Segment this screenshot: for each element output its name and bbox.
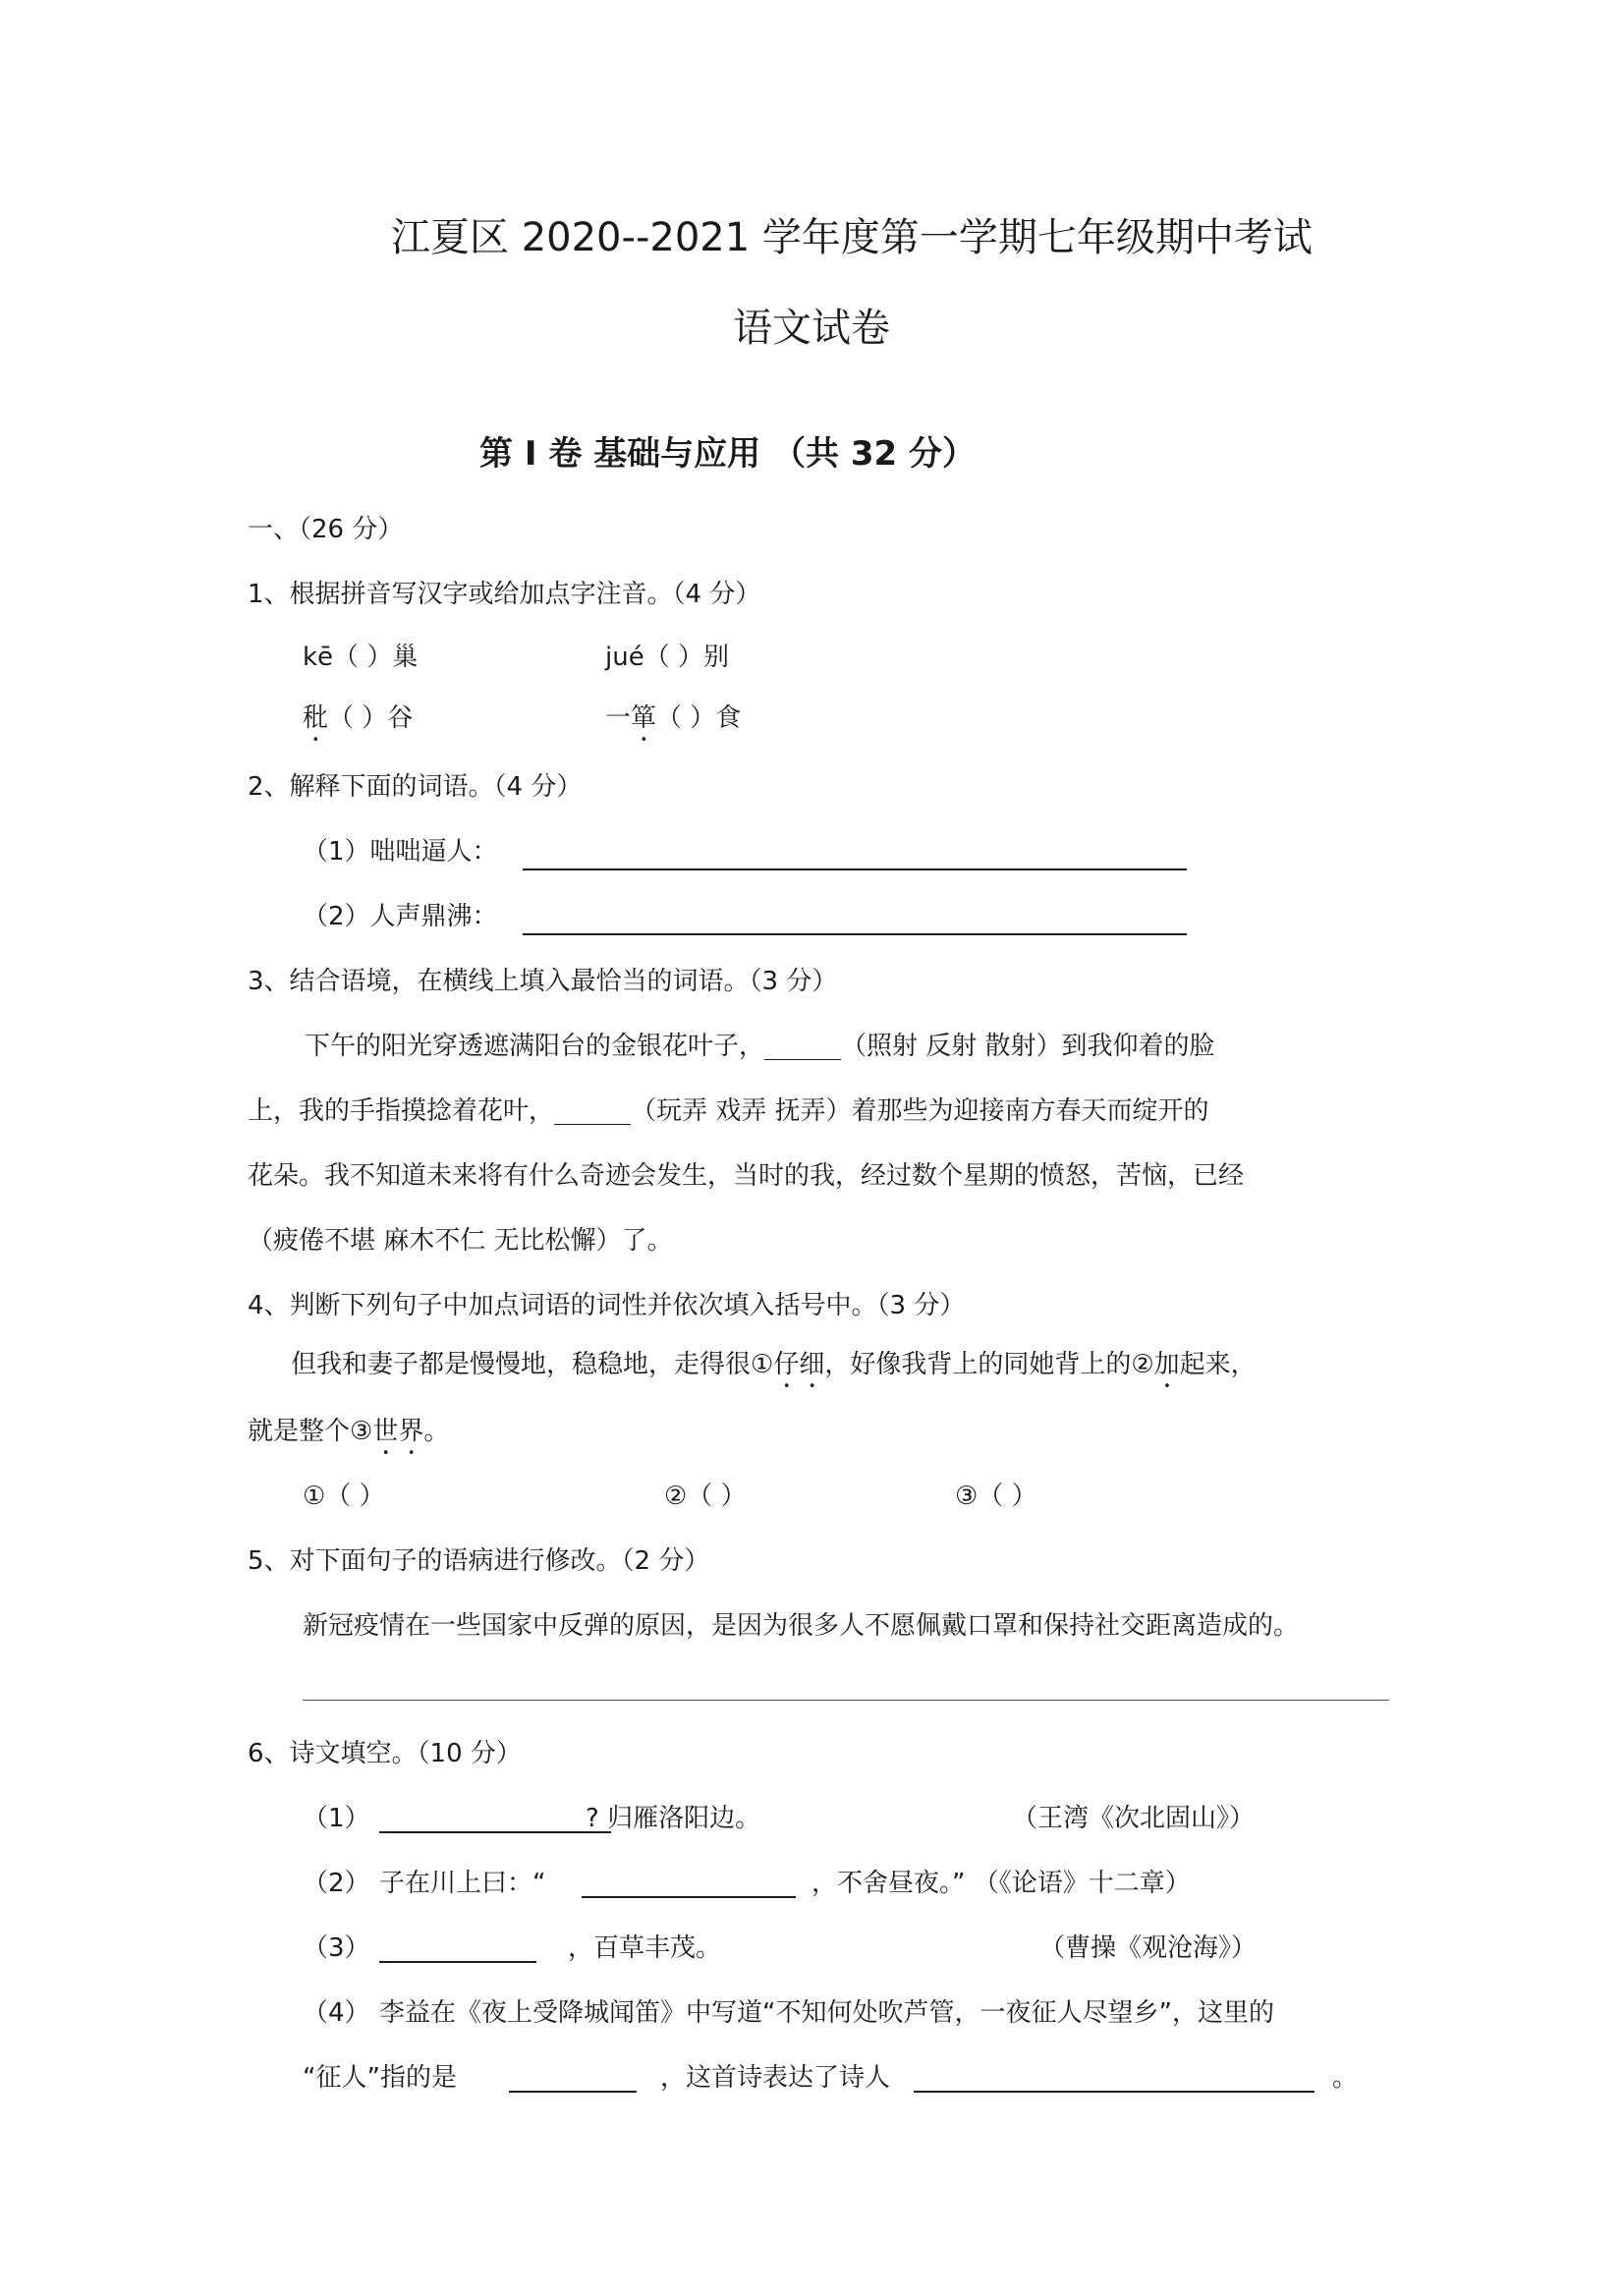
q1-answer-1: kē（ ）巢 xyxy=(303,643,419,672)
q4-blank-1[interactable]: ①（ ） xyxy=(303,1482,385,1511)
q6-item-2-pre: 子在川上曰：“ xyxy=(379,1869,546,1898)
q6-item-2-blank[interactable] xyxy=(582,1896,796,1898)
q1-dotted-char-1: 秕 xyxy=(303,703,329,733)
q2-prompt: 2、解释下面的词语。（4 分） xyxy=(248,772,583,802)
q4-dotted-word-2: 加 xyxy=(1153,1350,1180,1379)
q6-item-3-text: ，百草丰茂。 xyxy=(568,1933,722,1963)
q4-sentence-line-1 xyxy=(291,1348,1257,1394)
q1-answer-3 xyxy=(303,701,413,748)
q6-item-4-line2-pre: “征人”指的是 xyxy=(303,2063,457,2093)
q2-answer-line-2[interactable] xyxy=(523,933,1187,935)
part-label: 一、（26 分） xyxy=(248,515,404,544)
q2-item-2: （2）人声鼎沸： xyxy=(303,902,498,931)
q5-prompt: 5、对下面句子的语病进行修改。（2 分） xyxy=(248,1546,710,1576)
q1-answer-2: jué（ ）别 xyxy=(605,643,729,672)
q4-prompt: 4、判断下列句子中加点词语的词性并依次填入括号中。（3 分） xyxy=(248,1291,966,1320)
q4-sentence2-pre: 就是整个③ xyxy=(248,1417,373,1446)
q1-answer-4 xyxy=(605,701,741,748)
exam-subtitle: 语文试卷 xyxy=(733,306,890,351)
q6-item-1-text: ? 归雁洛阳边。 xyxy=(586,1804,761,1833)
q4-sentence-line-2 xyxy=(248,1415,449,1461)
q3-passage-line-4: （疲倦不堪 麻木不仁 无比松懈）了。 xyxy=(248,1226,673,1256)
q6-item-1-source: （王湾《次北固山》） xyxy=(1012,1804,1256,1833)
q1-dotted-char-2: 箪 xyxy=(631,703,657,733)
q3-prompt: 3、结合语境，在横线上填入最恰当的词语。（3 分） xyxy=(248,967,838,996)
q1-answer-4-rest: （ ）食 xyxy=(656,703,742,733)
q3-passage-line-1: 下午的阳光穿透遮满阳台的金银花叶子，______（照射 反射 散射）到我仰着的脸 xyxy=(305,1032,1215,1061)
q3-passage-line-3: 花朵。我不知道未来将有什么奇迹会发生，当时的我，经过数个星期的愤怒，苦恼，已经 xyxy=(248,1161,1245,1191)
q6-item-4-text: 李益在《夜上受降城闻笛》中写道“不知何处吹芦管，一夜征人尽望乡”，这里的 xyxy=(379,1998,1274,2028)
q3-passage-line-2: 上，我的手指摸捻着花叶，______（玩弄 戏弄 抚弄）着那些为迎接南方春天而绽开的 xyxy=(248,1096,1209,1126)
q6-item-2-post: ，不舍昼夜。” （《论语》十二章） xyxy=(812,1869,1191,1898)
q6-prompt: 6、诗文填空。（10 分） xyxy=(248,1739,522,1768)
q6-item-4-line2-mid: ，这首诗表达了诗人 xyxy=(660,2063,891,2093)
q6-item-2-number: （2） xyxy=(303,1869,370,1898)
q5-sentence: 新冠疫情在一些国家中反弹的原因，是因为很多人不愿佩戴口罩和保持社交距离造成的。 xyxy=(303,1611,1300,1641)
q4-blank-2[interactable]: ②（ ） xyxy=(664,1482,747,1511)
q4-sentence-mid: ，好像我背上的同她背上的② xyxy=(824,1350,1154,1379)
q6-item-4-blank-2[interactable] xyxy=(914,2091,1315,2093)
q2-item-1: （1）咄咄逼人： xyxy=(303,837,498,867)
q6-item-4-blank-1[interactable] xyxy=(509,2091,637,2093)
q4-blank-3[interactable]: ③（ ） xyxy=(955,1482,1037,1511)
q4-dotted-word-1: 仔细 xyxy=(773,1350,825,1379)
q1-answer-4-pre: 一 xyxy=(605,703,632,733)
q6-item-3-source: （曹操《观沧海》） xyxy=(1039,1933,1258,1963)
q6-item-4-number: （4） xyxy=(303,1998,370,2028)
q6-item-1-blank[interactable] xyxy=(379,1831,611,1833)
q1-answer-3-rest: （ ）谷 xyxy=(328,703,414,733)
q4-dotted-word-3: 世界 xyxy=(372,1417,424,1446)
q5-answer-line[interactable] xyxy=(303,1700,1389,1701)
q6-item-3-blank[interactable] xyxy=(379,1961,536,1963)
q4-sentence-pre: 但我和妻子都是慢慢地，稳稳地，走得很① xyxy=(291,1350,774,1379)
q2-answer-line-1[interactable] xyxy=(523,868,1187,870)
q4-sentence2-post: 。 xyxy=(423,1417,450,1446)
section-title: 第 I 卷 基础与应用 （共 32 分） xyxy=(479,434,976,474)
exam-title: 江夏区 2020--2021 学年度第一学期七年级期中考试 xyxy=(391,215,1313,260)
q6-item-3-number: （3） xyxy=(303,1933,370,1963)
q4-sentence-post: 起来， xyxy=(1179,1350,1257,1379)
q6-item-1-number: （1） xyxy=(303,1804,370,1833)
q6-item-4-line2-end: 。 xyxy=(1332,2063,1359,2093)
q1-prompt: 1、根据拼音写汉字或给加点字注音。（4 分） xyxy=(248,580,761,609)
